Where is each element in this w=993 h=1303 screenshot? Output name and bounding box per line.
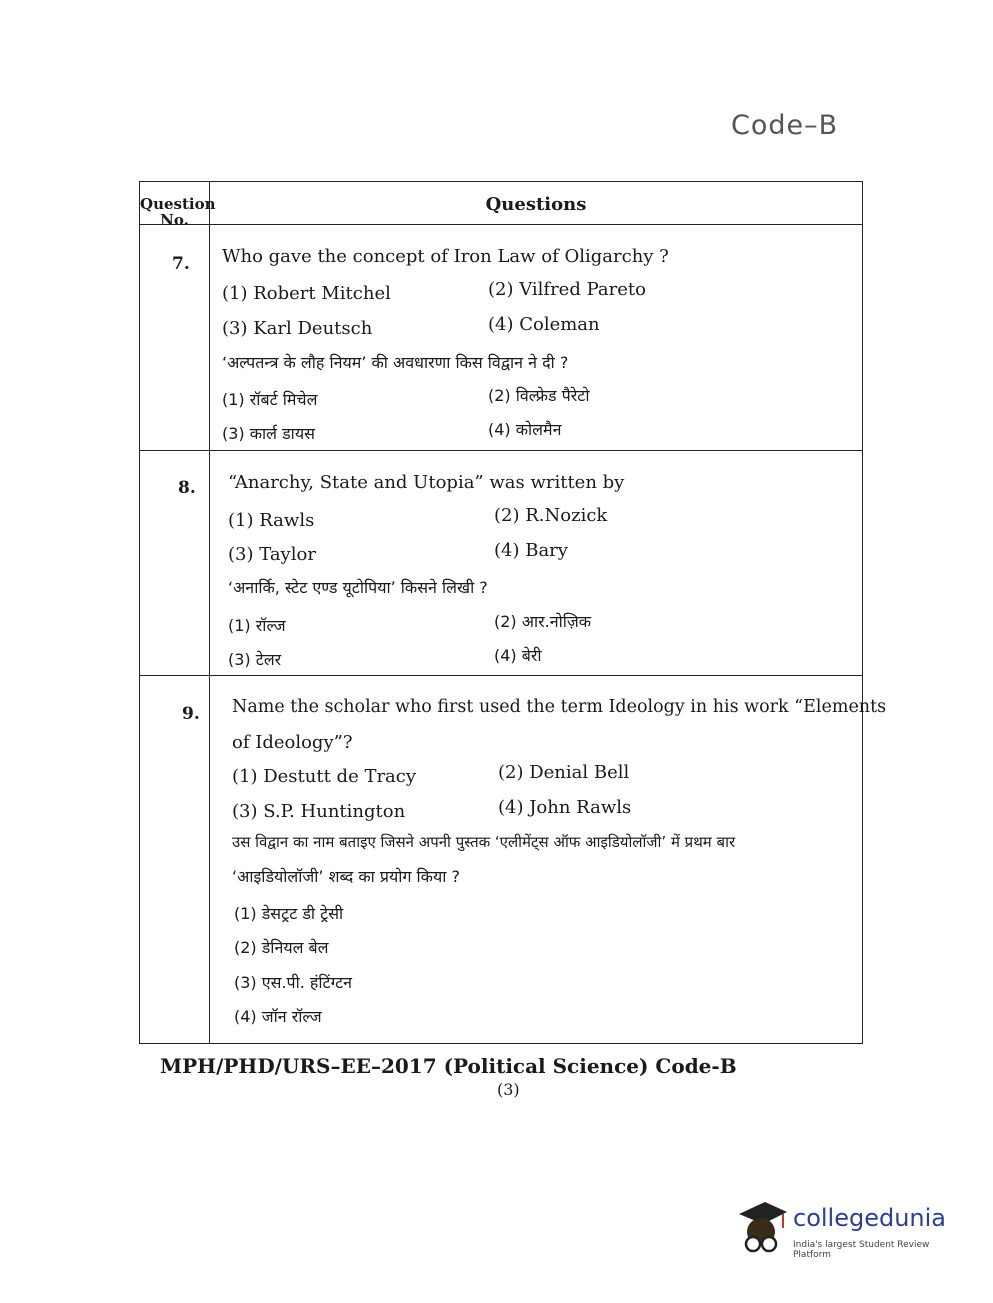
mascot-icon	[735, 1200, 789, 1258]
option-en: (3) Taylor	[228, 544, 316, 565]
question-number: 7.	[172, 254, 190, 274]
page-number: (3)	[497, 1080, 520, 1099]
option-hi: (1) रॉल्ज	[228, 616, 286, 635]
collegedunia-logo	[735, 1198, 965, 1260]
question-number: 9.	[182, 704, 200, 724]
question-text-hi: ‘आइडियोलॉजी’ शब्द का प्रयोग किया ?	[232, 867, 460, 886]
option-hi: (3) एस.पी. हंटिंग्टन	[234, 973, 353, 992]
option-hi: (3) कार्ल डायस	[222, 424, 315, 443]
question-text-hi: ‘अल्पतन्त्र के लौह नियम’ की अवधारणा किस विद्वान ने दी ?	[222, 353, 569, 372]
logo-tagline: India's largest Student Review Platform	[793, 1240, 930, 1260]
question-text-en: Name the scholar who first used the term Ideology in his work “Elements	[232, 697, 887, 717]
question-text-hi: उस विद्वान का नाम बताइए जिसने अपनी पुस्तक ‘एलीमेंट्स ऑफ आइडियोलॉजी’ में प्रथम बार	[232, 833, 736, 851]
option-en: (3) Karl Deutsch	[222, 318, 373, 339]
table-header	[140, 182, 862, 229]
option-hi: (2) विल्फ्रेड पैरेटो	[488, 386, 590, 405]
option-en: (4) Bary	[494, 540, 568, 561]
option-en: (1) Robert Mitchel	[222, 283, 391, 304]
option-en: (3) S.P. Huntington	[232, 801, 406, 822]
option-en: (2) R.Nozick	[494, 505, 608, 526]
option-en: (4) John Rawls	[498, 797, 632, 818]
option-en: (2) Denial Bell	[498, 762, 630, 783]
option-hi: (4) जॉन रॉल्ज	[234, 1007, 322, 1026]
exam-footer: MPH/PHD/URS–EE–2017 (Political Science) Code-B	[160, 1054, 737, 1078]
option-hi: (2) डेनियल बेल	[234, 938, 329, 957]
question-text-en: of Ideology”?	[232, 732, 353, 753]
option-hi: (4) कोलमैन	[488, 420, 562, 439]
option-hi: (4) बेरी	[494, 646, 542, 665]
question-text-hi: ‘अनार्कि, स्टेट एण्ड यूटोपिया’ किसने लिखी ?	[228, 578, 488, 597]
question-text-en: “Anarchy, State and Utopia” was written by	[228, 472, 625, 493]
exam-code: Code–B	[731, 110, 839, 141]
option-en: (1) Rawls	[228, 510, 315, 531]
option-hi: (3) टेलर	[228, 650, 282, 669]
logo-wordmark: collegedunia	[793, 1204, 947, 1232]
question-number: 8.	[178, 478, 196, 498]
question-table	[139, 181, 887, 1044]
option-en: (2) Vilfred Pareto	[488, 279, 646, 300]
option-hi: (2) आर.नोज़िक	[494, 612, 592, 631]
option-hi: (1) डेसट्रट डी ट्रेसी	[234, 904, 344, 923]
column-header-number: Question No.	[140, 195, 216, 229]
question-text-en: Who gave the concept of Iron Law of Oligarchy ?	[222, 246, 669, 267]
option-en: (4) Coleman	[488, 314, 600, 335]
option-en: (1) Destutt de Tracy	[232, 766, 417, 787]
column-header-questions: Questions	[485, 194, 587, 215]
option-hi: (1) रॉबर्ट मिचेल	[222, 390, 318, 409]
